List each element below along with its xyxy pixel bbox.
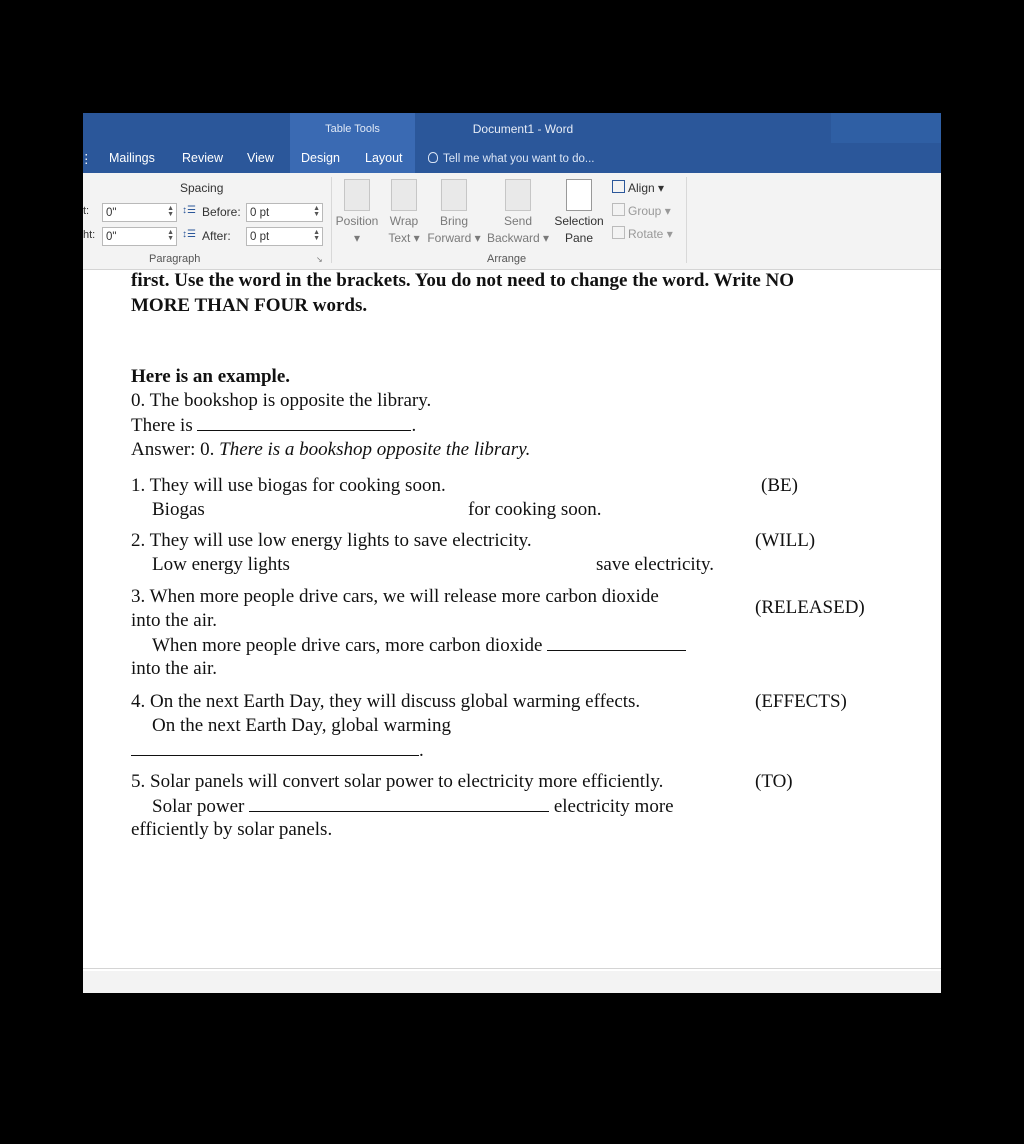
dialog-launcher-icon[interactable]: ↘ [316,255,323,264]
align-icon [612,180,625,193]
answer-5-start: Solar power [152,796,245,817]
answer-3-start: When more people drive cars, more carbon dioxide [152,635,543,656]
indent-left-value: 0" [106,207,117,219]
spacing-after-value: 0 pt [250,231,270,243]
arrange-group-label: Arrange [487,253,527,265]
selection-pane-label-1: Selection [554,214,604,228]
tab-mailings[interactable]: Mailings [109,151,155,165]
spinner-icon[interactable]: ▲ ▼ [313,229,320,242]
answer-blank [547,634,686,651]
indent-right-input[interactable] [102,227,177,246]
group-label: Group [628,204,662,218]
after-label: After: [202,229,231,243]
spacing-before-icon: ↕☰ [182,205,196,216]
bring-forward-button[interactable]: Bring Forward ▾ [425,179,483,247]
tell-me-box[interactable] [428,152,595,165]
selection-pane-icon [566,179,592,211]
tab-view[interactable]: View [247,151,274,165]
wrap-text-icon [391,179,417,211]
hint-2: (WILL) [755,530,816,551]
document-page[interactable] [83,270,941,970]
send-backward-label-2: Backward [486,231,540,245]
tab-review[interactable]: Review [182,151,223,165]
answer-4-start: On the next Earth Day, global warming [152,715,451,736]
spacing-before-input[interactable] [246,203,323,222]
answer-5-mid: electricity more [553,796,674,817]
instruction-line-1: first. Use the word in the brackets. You do not need to change the word. Write NO [131,270,795,291]
example-answer: There is a bookshop opposite the library. [219,439,531,460]
indent-left-label: t: [83,205,90,217]
indent-right-label: ht: [83,229,96,241]
example-answer-line [131,439,530,461]
answer-blank [197,414,411,431]
send-backward-button[interactable]: Send Backward ▾ [486,179,550,247]
tell-me-text: Tell me what you want to do... [443,153,595,165]
example-prompt: There is [131,415,193,436]
spacing-after-icon: ↕☰ [182,229,196,240]
answer-1-start: Biogas [152,499,205,520]
wrap-text-label-1: Wrap [389,214,419,228]
selection-pane-button[interactable] [550,179,608,247]
before-label: Before: [202,205,241,219]
spacing-label: Spacing [180,181,224,195]
answer-5-line [152,795,674,818]
group-icon [612,203,625,216]
answer-1-end: for cooking soon. [468,499,602,520]
send-backward-icon [505,179,531,211]
group-separator [686,177,687,263]
question-3-cont: into the air. [131,610,218,631]
lightbulb-icon [428,152,438,163]
spinner-icon[interactable]: ▲ ▼ [313,205,320,218]
position-button[interactable] [334,179,380,247]
rotate-button[interactable]: Rotate ▾ [612,226,673,241]
tab-layout[interactable]: Layout [365,151,403,165]
indent-left-input[interactable] [102,203,177,222]
answer-blank [249,795,549,812]
ribbon [83,173,941,270]
answer-blank [131,739,419,756]
wrap-text-button[interactable]: Wrap Text ▾ [385,179,423,247]
document-title: Document1 - Word [472,122,574,136]
paragraph-group-label: Paragraph [149,253,201,265]
tab-overflow-marker: ⋮ [80,152,93,166]
title-bar [80,113,941,173]
hint-3: (RELEASED) [755,597,865,618]
send-backward-label-1: Send [503,214,533,228]
spinner-icon[interactable]: ▲ ▼ [167,205,174,218]
hint-5: (TO) [755,771,793,792]
example-heading: Here is an example. [131,366,291,387]
rotate-icon [612,226,625,239]
position-icon [344,179,370,211]
selection-pane-label-2: Pane [564,231,594,245]
spacing-before-value: 0 pt [250,207,270,219]
align-button[interactable]: Align ▾ [612,180,664,195]
bring-forward-icon [441,179,467,211]
align-label: Align [628,181,655,195]
answer-3-line [152,634,686,657]
spinner-icon[interactable]: ▲ ▼ [167,229,174,242]
answer-2-start: Low energy lights [152,554,290,575]
hint-1: (BE) [761,475,798,496]
question-2: 2. They will use low energy lights to save electricity. [131,530,532,551]
bring-forward-label-1: Bring [439,214,468,228]
position-label: Position [335,214,379,228]
example-prompt-line: There is . [131,415,417,436]
title-controls [831,113,941,143]
spacing-after-input[interactable] [246,227,323,246]
answer-3-end: into the air. [131,658,218,679]
bring-forward-label-2: Forward [427,231,472,245]
group-separator [331,177,332,263]
indent-right-value: 0" [106,231,117,243]
table-tools-label: Table Tools [325,123,380,135]
instruction-line-2: MORE THAN FOUR words. [131,295,368,316]
question-4: 4. On the next Earth Day, they will discuss global warming effects. [131,691,641,712]
status-bar [83,971,941,993]
answer-2-end: save electricity. [596,554,714,575]
answer-5-end: efficiently by solar panels. [131,819,333,840]
page-bottom-divider [83,968,941,969]
example-sentence: 0. The bookshop is opposite the library. [131,390,432,411]
answer-4-blank-line: . [131,739,424,762]
tab-design[interactable]: Design [301,151,340,165]
example-answer-label: Answer: 0. [131,439,215,460]
question-3: 3. When more people drive cars, we will release more carbon dioxide [131,586,659,607]
group-button[interactable]: Group ▾ [612,203,671,218]
rotate-label: Rotate [628,227,664,241]
question-5: 5. Solar panels will convert solar power to electricity more efficiently. [131,771,664,792]
hint-4: (EFFECTS) [755,691,847,712]
word-window [80,113,941,993]
wrap-text-label-2: Text [388,231,411,245]
position-dropdown-icon: ▾ [353,231,361,245]
question-1: 1. They will use biogas for cooking soon. [131,475,446,496]
